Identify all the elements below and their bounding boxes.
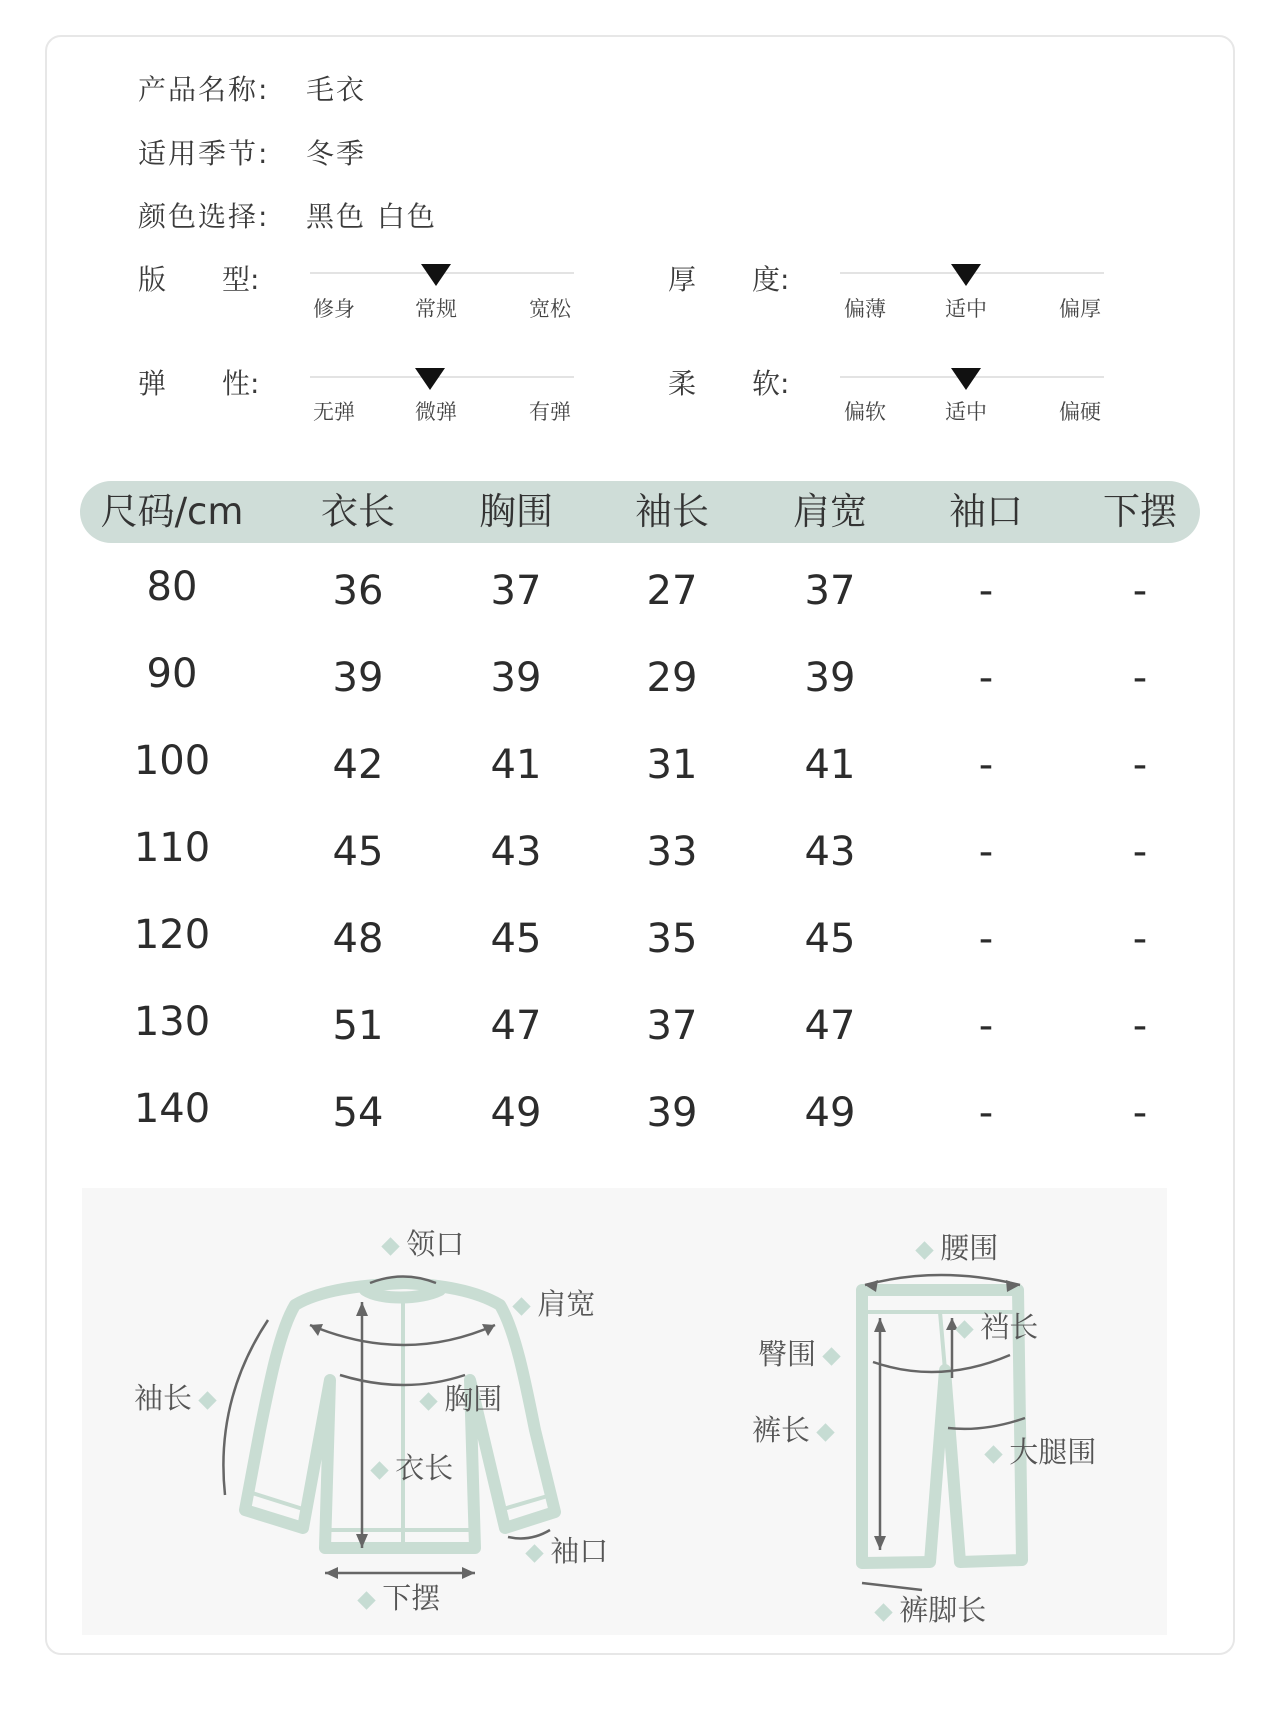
table-cell: - bbox=[978, 916, 994, 962]
thigh-arrow bbox=[948, 1418, 1025, 1429]
table-cell: - bbox=[978, 829, 994, 875]
table-cell: 42 bbox=[332, 742, 384, 788]
label-thigh: 大腿围 bbox=[987, 1430, 1096, 1471]
table-cell: 31 bbox=[646, 742, 698, 788]
label-pants-length: 裤长 bbox=[752, 1408, 832, 1449]
table-cell: 37 bbox=[804, 568, 856, 614]
scale-softness-option: 适中 bbox=[945, 400, 987, 424]
scale-thickness-label: 厚 度: bbox=[668, 263, 790, 296]
table-cell: 35 bbox=[646, 916, 698, 962]
table-size-cell: 80 bbox=[146, 564, 198, 610]
table-cell: - bbox=[978, 1003, 994, 1049]
scale-fit-label: 版 型: bbox=[138, 263, 260, 296]
arrowhead-icon bbox=[874, 1318, 886, 1332]
table-cell: 37 bbox=[646, 1003, 698, 1049]
table-cell: 48 bbox=[332, 916, 384, 962]
season-label: 适用季节: bbox=[138, 137, 270, 170]
table-cell: - bbox=[1132, 916, 1148, 962]
diamond-icon bbox=[525, 1544, 543, 1562]
table-cell: 39 bbox=[646, 1090, 698, 1136]
label-hem: 下摆 bbox=[360, 1576, 440, 1617]
table-cell: 33 bbox=[646, 829, 698, 875]
table-cell: - bbox=[978, 655, 994, 701]
table-cell: 54 bbox=[332, 1090, 384, 1136]
table-header-cell: 袖长 bbox=[635, 490, 709, 533]
scale-elasticity-option: 有弹 bbox=[529, 400, 571, 424]
table-size-cell: 120 bbox=[133, 912, 211, 958]
table-header-cell: 衣长 bbox=[321, 490, 395, 533]
table-cell: 39 bbox=[804, 655, 856, 701]
product-name-label: 产品名称: bbox=[138, 73, 270, 106]
diamond-icon bbox=[199, 1391, 217, 1409]
label-chest: 胸围 bbox=[422, 1377, 502, 1418]
table-cell: - bbox=[1132, 655, 1148, 701]
season-value: 冬季 bbox=[306, 137, 367, 170]
arrowhead-icon bbox=[462, 1567, 475, 1579]
table-cell: 43 bbox=[490, 829, 542, 875]
diamond-icon bbox=[381, 1237, 399, 1255]
table-cell: 49 bbox=[804, 1090, 856, 1136]
scale-elasticity-option: 微弹 bbox=[415, 400, 457, 424]
scale-thickness-option: 偏薄 bbox=[844, 297, 886, 321]
label-sleeve: 袖长 bbox=[134, 1376, 214, 1417]
table-cell: 36 bbox=[332, 568, 384, 614]
diamond-icon bbox=[817, 1423, 835, 1441]
table-header-cell: 袖口 bbox=[949, 490, 1023, 533]
diamond-icon bbox=[357, 1591, 375, 1609]
table-cell: 27 bbox=[646, 568, 698, 614]
table-cell: - bbox=[1132, 829, 1148, 875]
table-cell: - bbox=[1132, 742, 1148, 788]
scale-softness-label: 柔 软: bbox=[668, 367, 790, 400]
label-length: 衣长 bbox=[373, 1446, 453, 1487]
table-cell: - bbox=[1132, 1003, 1148, 1049]
table-size-cell: 90 bbox=[146, 651, 198, 697]
label-shoulder: 肩宽 bbox=[515, 1282, 595, 1323]
scale-fit-option: 宽松 bbox=[529, 297, 571, 321]
scale-softness-option: 偏硬 bbox=[1059, 400, 1101, 424]
scale-fit-option: 常规 bbox=[415, 297, 457, 321]
diamond-icon bbox=[370, 1461, 388, 1479]
table-cell: - bbox=[978, 742, 994, 788]
table-cell: 47 bbox=[804, 1003, 856, 1049]
table-cell: 45 bbox=[332, 829, 384, 875]
table-cell: 39 bbox=[490, 655, 542, 701]
table-header-cell: 胸围 bbox=[479, 490, 553, 533]
waist-arrow bbox=[865, 1275, 1020, 1285]
label-cuff: 袖口 bbox=[528, 1529, 608, 1570]
table-header-cell: 尺码/cm bbox=[100, 490, 244, 533]
table-size-cell: 100 bbox=[133, 738, 211, 784]
scale-elasticity-option: 无弹 bbox=[313, 400, 355, 424]
sweater-cuff-left bbox=[249, 1492, 306, 1510]
table-header-cell: 肩宽 bbox=[793, 490, 867, 533]
table-cell: - bbox=[1132, 568, 1148, 614]
table-size-cell: 140 bbox=[133, 1086, 211, 1132]
arrowhead-icon bbox=[325, 1567, 338, 1579]
label-rise: 裆长 bbox=[958, 1305, 1038, 1346]
table-cell: 45 bbox=[490, 916, 542, 962]
arrowhead-icon bbox=[874, 1536, 886, 1550]
label-collar: 领口 bbox=[384, 1222, 464, 1263]
table-cell: 37 bbox=[490, 568, 542, 614]
diamond-icon bbox=[419, 1392, 437, 1410]
sweater-cuff-right bbox=[500, 1495, 551, 1510]
color-label: 颜色选择: bbox=[138, 200, 270, 233]
table-cell: - bbox=[978, 568, 994, 614]
scale-fit-option: 修身 bbox=[313, 297, 355, 321]
table-cell: 39 bbox=[332, 655, 384, 701]
table-header-cell: 下摆 bbox=[1103, 490, 1177, 533]
diamond-icon bbox=[915, 1241, 933, 1259]
scale-softness-option: 偏软 bbox=[844, 400, 886, 424]
table-cell: 51 bbox=[332, 1003, 384, 1049]
scale-thickness-option: 适中 bbox=[945, 297, 987, 321]
label-leg-opening: 裤脚长 bbox=[877, 1588, 986, 1629]
product-name-value: 毛衣 bbox=[306, 73, 367, 106]
diamond-icon bbox=[984, 1445, 1002, 1463]
table-cell: 29 bbox=[646, 655, 698, 701]
diamond-icon bbox=[874, 1603, 892, 1621]
table-size-cell: 130 bbox=[133, 999, 211, 1045]
arrowhead-icon bbox=[356, 1302, 368, 1316]
table-cell: 49 bbox=[490, 1090, 542, 1136]
table-cell: 43 bbox=[804, 829, 856, 875]
color-value: 黑色 白色 bbox=[306, 200, 437, 233]
scale-elasticity-label: 弹 性: bbox=[138, 367, 260, 400]
table-cell: 47 bbox=[490, 1003, 542, 1049]
diamond-icon bbox=[955, 1320, 973, 1338]
table-cell: 41 bbox=[804, 742, 856, 788]
table-cell: - bbox=[1132, 1090, 1148, 1136]
table-cell: 41 bbox=[490, 742, 542, 788]
pants-fly bbox=[940, 1312, 945, 1370]
diamond-icon bbox=[823, 1347, 841, 1365]
scale-thickness-option: 偏厚 bbox=[1059, 297, 1101, 321]
table-size-cell: 110 bbox=[133, 825, 211, 871]
diamond-icon bbox=[512, 1297, 530, 1315]
table-cell: - bbox=[978, 1090, 994, 1136]
table-cell: 45 bbox=[804, 916, 856, 962]
label-hip: 臀围 bbox=[758, 1332, 838, 1373]
label-waist: 腰围 bbox=[918, 1226, 998, 1267]
